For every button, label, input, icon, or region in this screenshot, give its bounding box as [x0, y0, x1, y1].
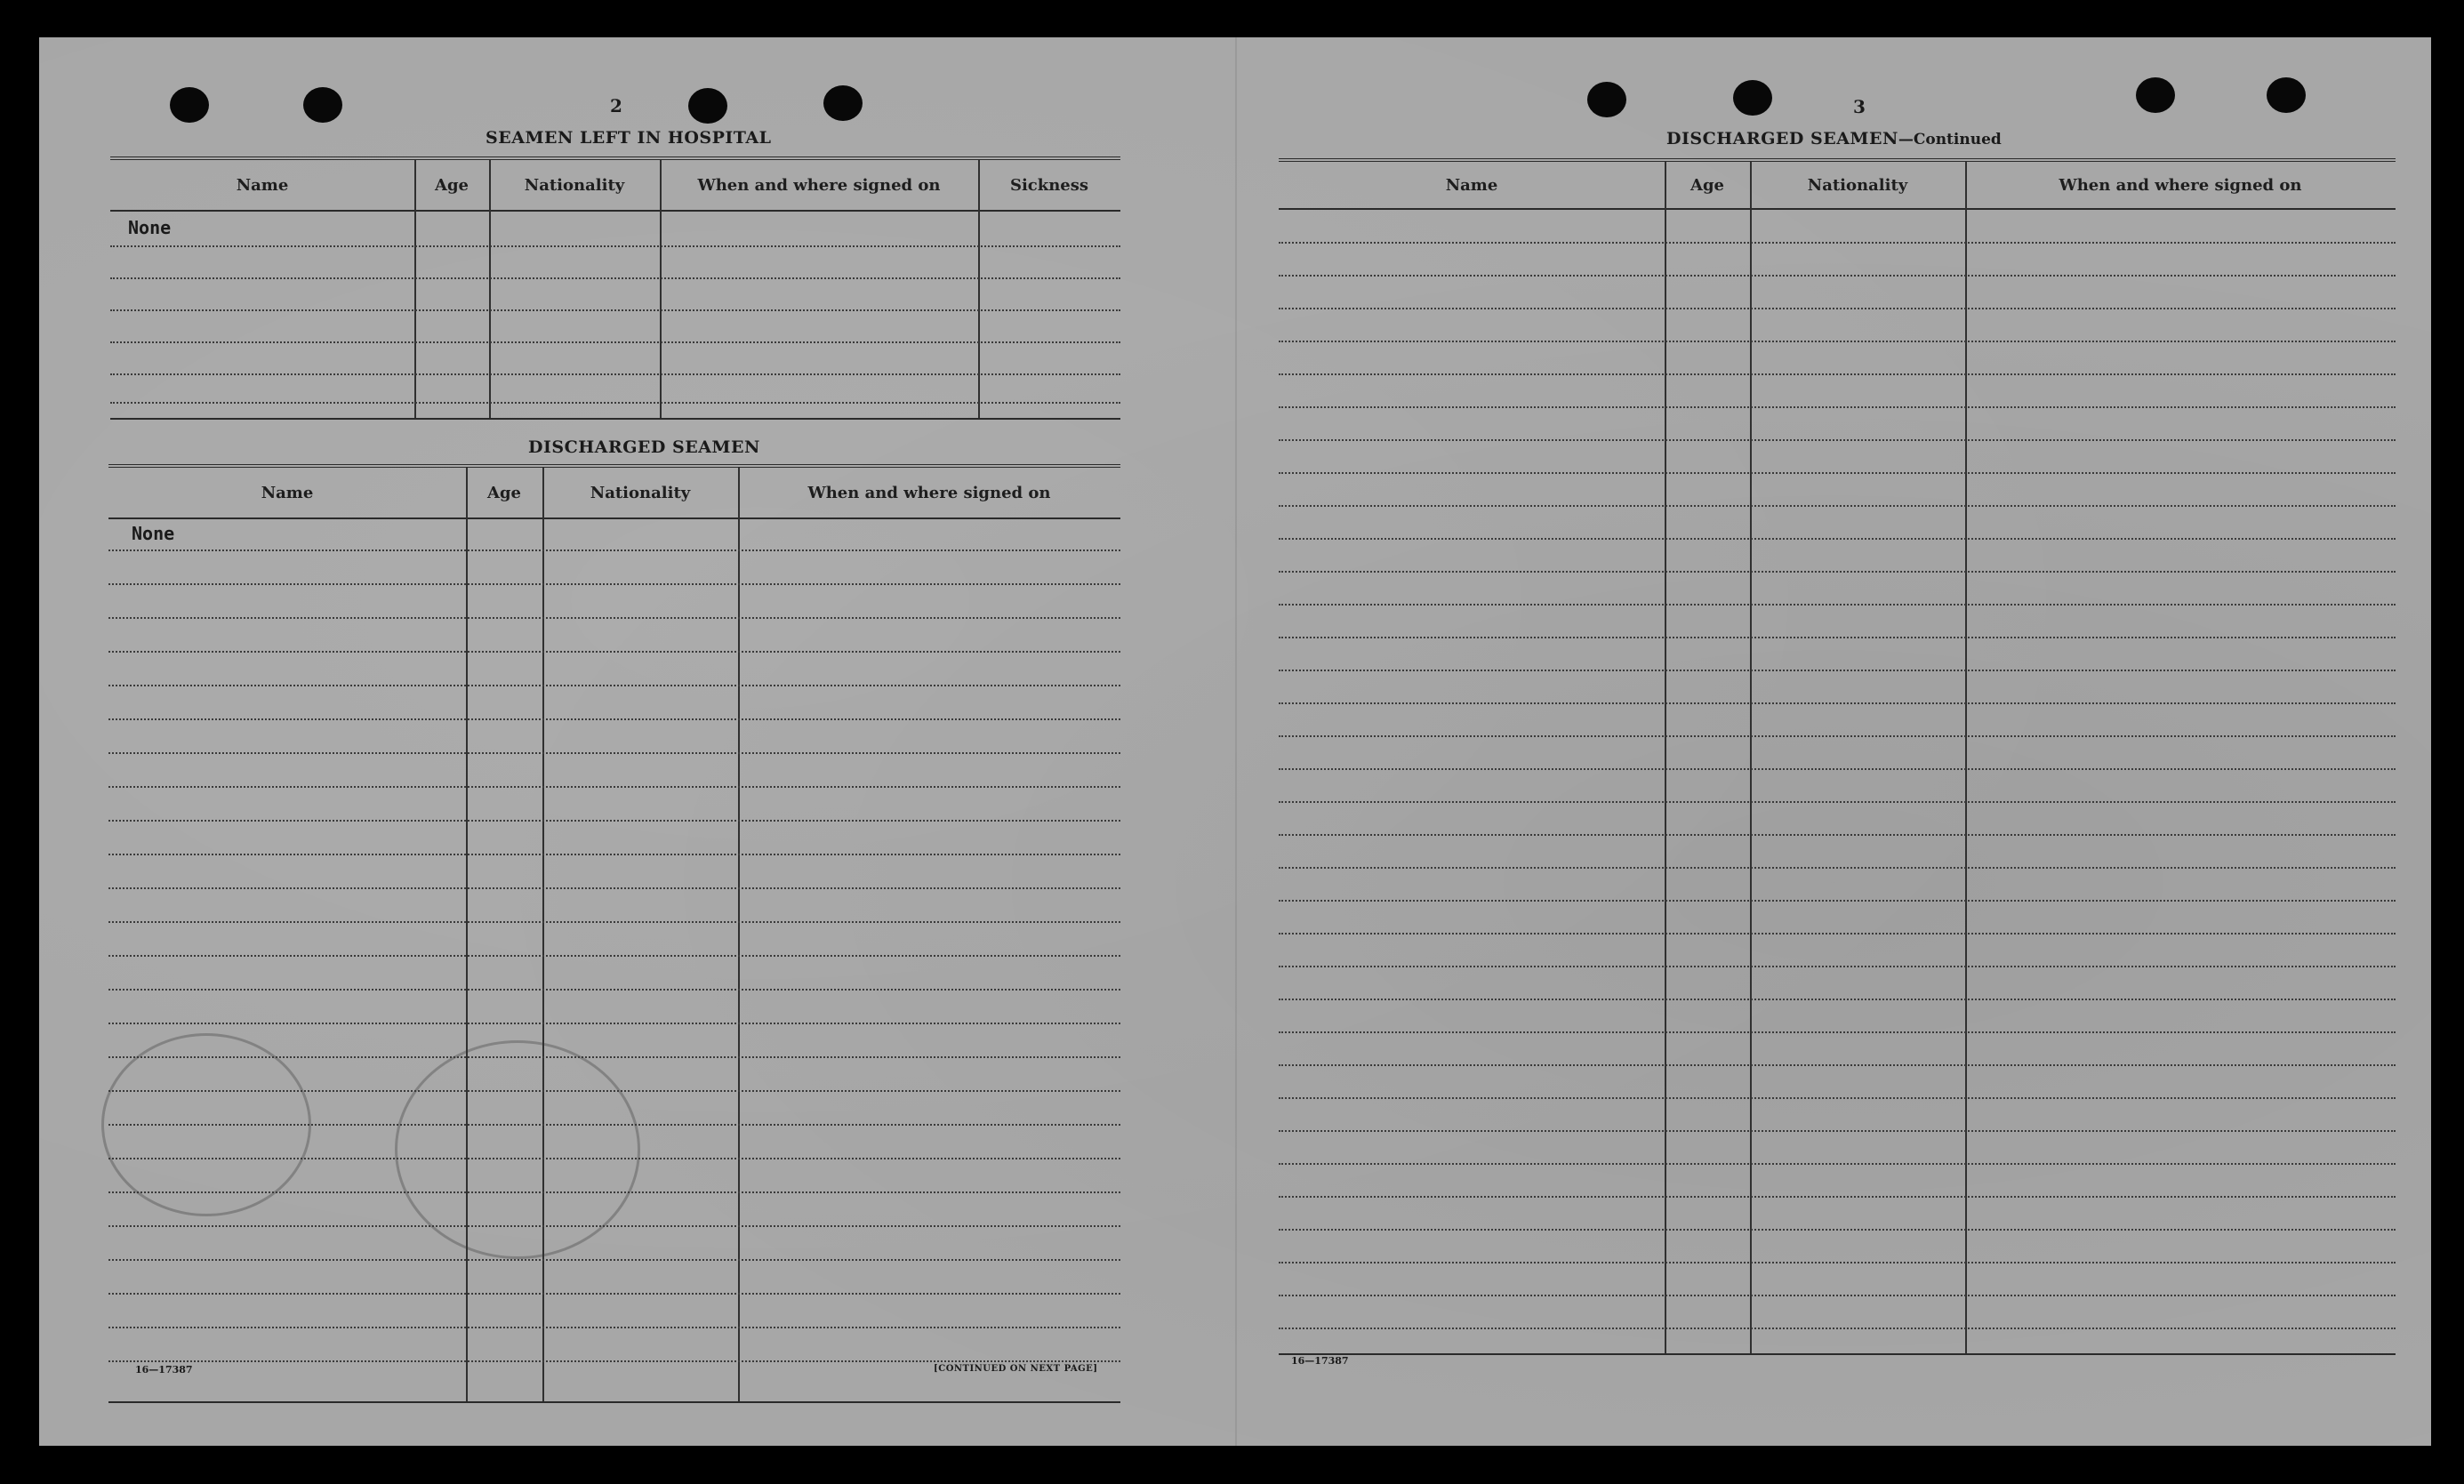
col-signed-on-header: When and where signed on [807, 483, 1051, 502]
discharged-entry: None [132, 523, 175, 544]
col-signed-on-header: When and where signed on [2059, 175, 2302, 195]
page-fold [1235, 37, 1237, 1446]
table-row [1279, 834, 2396, 836]
continued-note: [CONTINUED ON NEXT PAGE] [934, 1364, 1098, 1374]
form-number-right: 16—17387 [1291, 1355, 1349, 1367]
table-row [1279, 1196, 2396, 1198]
punch-hole [2267, 77, 2306, 113]
table-row [108, 583, 1120, 585]
table-row [1279, 768, 2396, 770]
punch-hole [823, 85, 863, 121]
discharged-table-right [1279, 158, 2396, 1355]
col-nationality-header: Nationality [1807, 175, 1908, 195]
table-row [1279, 1229, 2396, 1231]
hospital-entry: None [128, 217, 172, 238]
table-row [1279, 1031, 2396, 1033]
hospital-table-header [110, 160, 1120, 212]
table-row [1279, 242, 2396, 244]
table-row [108, 921, 1120, 923]
table-row [108, 651, 1120, 653]
table-row [108, 718, 1120, 720]
table-row [108, 1158, 1120, 1159]
table-row [108, 955, 1120, 957]
table-row [108, 854, 1120, 855]
column-divider [466, 468, 468, 1401]
table-row [1279, 999, 2396, 1000]
table-row [1279, 341, 2396, 342]
table-row [108, 820, 1120, 822]
table-row [108, 1023, 1120, 1024]
table-row [1279, 275, 2396, 277]
table-row [1279, 505, 2396, 507]
table-row [1279, 1163, 2396, 1165]
col-name-header: Name [1445, 175, 1498, 195]
discharged-table-left [108, 464, 1120, 1403]
table-row [1279, 406, 2396, 408]
table-row [1279, 1295, 2396, 1296]
discharged-section-title: DISCHARGED SEAMEN [528, 437, 760, 457]
table-row [108, 1124, 1120, 1126]
page-number-right: 3 [1853, 96, 1866, 117]
table-row [1279, 966, 2396, 967]
table-row [108, 549, 1120, 551]
table-row [1279, 472, 2396, 474]
column-divider [660, 160, 662, 418]
table-row [1279, 1328, 2396, 1329]
table-row [108, 786, 1120, 788]
table-row [108, 1225, 1120, 1227]
col-name-header: Name [261, 483, 314, 502]
table-row [1279, 373, 2396, 375]
punch-hole [303, 87, 342, 123]
table-row [1279, 933, 2396, 935]
discharged-table-header [108, 468, 1120, 519]
table-row [108, 989, 1120, 991]
table-row [108, 1259, 1120, 1261]
table-row [110, 245, 1120, 247]
table-row [110, 277, 1120, 279]
table-row [1279, 538, 2396, 540]
table-row [108, 887, 1120, 889]
hospital-section-title: SEAMEN LEFT IN HOSPITAL [486, 128, 772, 148]
col-name-header: Name [236, 175, 289, 195]
table-row [1279, 604, 2396, 606]
table-row [108, 1327, 1120, 1328]
table-row [1279, 1097, 2396, 1099]
column-divider [978, 160, 980, 418]
form-number-left: 16—17387 [135, 1364, 193, 1376]
punch-hole [1733, 80, 1772, 116]
table-row [1279, 1130, 2396, 1132]
col-nationality-header: Nationality [524, 175, 625, 195]
column-divider [414, 160, 416, 418]
title-main: DISCHARGED SEAMEN [1666, 129, 1898, 148]
hospital-table [110, 156, 1120, 420]
col-sickness-header: Sickness [1009, 175, 1089, 195]
column-divider [738, 468, 740, 1401]
document-sheet [39, 37, 2431, 1446]
col-signed-on-header: When and where signed on [697, 175, 941, 195]
table-row [108, 1293, 1120, 1295]
table-row [1279, 735, 2396, 737]
table-row [1279, 308, 2396, 309]
punch-hole [1587, 82, 1626, 117]
col-age-header: Age [1689, 175, 1724, 195]
punch-hole [170, 87, 209, 123]
table-row [1279, 670, 2396, 671]
table-row [1279, 571, 2396, 573]
title-suffix: —Continued [1898, 131, 2002, 148]
column-divider [489, 160, 491, 418]
table-row [1279, 900, 2396, 902]
table-row [108, 685, 1120, 686]
table-row [108, 1056, 1120, 1058]
table-row [110, 373, 1120, 375]
table-row [110, 341, 1120, 343]
table-row [108, 1360, 1120, 1362]
table-row [1279, 637, 2396, 638]
table-row [108, 617, 1120, 619]
col-nationality-header: Nationality [590, 483, 691, 502]
table-row [108, 1090, 1120, 1092]
page-number-left: 2 [610, 95, 622, 116]
table-row [1279, 1262, 2396, 1263]
table-row [108, 1191, 1120, 1193]
table-row [110, 309, 1120, 311]
table-row [1279, 801, 2396, 803]
discharged-continued-title [1666, 129, 2002, 148]
col-age-header: Age [434, 175, 469, 195]
table-row [1279, 702, 2396, 704]
punch-hole [688, 88, 727, 124]
col-age-header: Age [486, 483, 521, 502]
table-row [110, 402, 1120, 404]
table-row [1279, 1064, 2396, 1066]
discharged-table-right-header [1279, 162, 2396, 210]
punch-hole [2136, 77, 2175, 113]
table-row [1279, 867, 2396, 869]
table-row [1279, 439, 2396, 441]
table-row [108, 752, 1120, 754]
column-divider [542, 468, 544, 1401]
